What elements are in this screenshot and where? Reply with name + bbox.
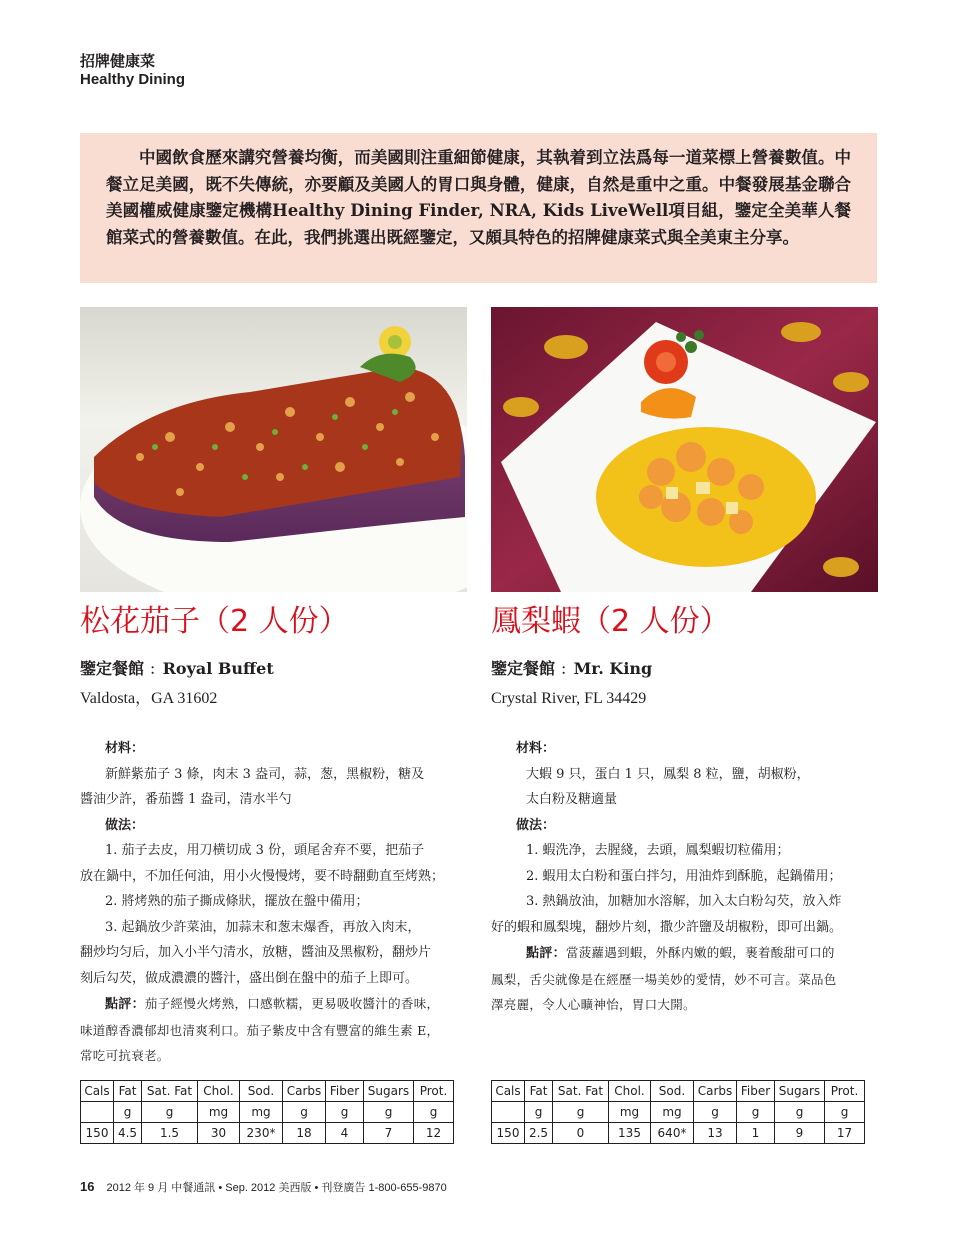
intro-box <box>80 133 877 283</box>
nutrition-header: Chol. <box>198 1081 240 1102</box>
nutrition-value: 4.5 <box>114 1123 142 1144</box>
review-label: 點評： <box>526 946 566 961</box>
nutrition-unit: g <box>525 1102 553 1123</box>
review-label: 點評： <box>105 997 145 1012</box>
nutrition-value: 230* <box>240 1123 283 1144</box>
recipe <box>491 736 878 1018</box>
method-line: 刻后勾芡，做成濃濃的醬汁，盛出倒在盤中的茄子上即可。 <box>80 970 419 986</box>
nutrition-header: Fat <box>525 1081 553 1102</box>
restaurant-label: 鑒定餐館 <box>491 659 561 678</box>
nutrition-header: Prot. <box>825 1081 865 1102</box>
nutrition-value: 1 <box>737 1123 775 1144</box>
nutrition-unit: g <box>142 1102 198 1123</box>
nutrition-header: Carbs <box>694 1081 737 1102</box>
nutrition-value-row <box>81 1123 454 1144</box>
nutrition-unit: g <box>114 1102 142 1123</box>
nutrition-value: 135 <box>609 1123 651 1144</box>
nutrition-header: Chol. <box>609 1081 651 1102</box>
review-line <box>491 940 878 967</box>
nutrition-value: 30 <box>198 1123 240 1144</box>
nutrition-unit: g <box>326 1102 364 1123</box>
method-line: 3. 熱鍋放油，加糖加水溶解，加入太白粉勾芡，放入炸 <box>526 894 842 909</box>
restaurant-line <box>491 658 878 682</box>
method-label: 做法： <box>516 817 556 833</box>
nutrition-value: 13 <box>694 1123 737 1144</box>
method-line: 好的蝦和鳳梨塊，翻炒片刻，撒少許鹽及胡椒粉，即可出鍋。 <box>491 919 843 935</box>
nutrition-value: 150 <box>492 1123 525 1144</box>
nutrition-header-row <box>492 1081 865 1102</box>
restaurant-sep: ： <box>560 663 574 678</box>
ingredients-label: 材料： <box>105 741 145 756</box>
restaurant-label: 鑒定餐館 <box>80 659 150 678</box>
nutrition-header: Fiber <box>326 1081 364 1102</box>
nutrition-unit: mg <box>198 1102 240 1123</box>
restaurant-name: Mr. King <box>573 659 653 678</box>
review-line: 味道醇香濃郁却也清爽利口。茄子紫皮中含有豐富的維生素 E， <box>80 1022 440 1038</box>
dish-left <box>80 600 467 1069</box>
nutrition-header-row <box>81 1081 454 1102</box>
restaurant-name: Royal Buffet <box>162 659 274 678</box>
pineapple-shrimp-photo <box>491 307 878 592</box>
footer-text: 2012 年 9 月 中餐通訊 • Sep. 2012 美西版 • 刊登廣告 1-800-655-9870 <box>106 1182 447 1194</box>
nutrition-unit <box>492 1102 525 1123</box>
intro-text: 中國飲食歷來講究營養均衡，而美國則注重細節健康，其執着到立法爲每一道菜標上營養數值。中餐立足美國，既不失傳統，亦要顧及美國人的胃口與身體，健康，自然是重中之重。中餐發展基金聯合美國權威健康鑒定機構Healthy Dining Finder, NRA, Kids LiveWell項目組，鑒定全美華人餐館菜式的營養數值。在此，我們挑選出既經鑒定，又頗具特色的招牌健康菜式與全美東主分享。 <box>106 148 851 247</box>
nutrition-value: 640* <box>651 1123 694 1144</box>
nutrition-unit: g <box>775 1102 825 1123</box>
nutrition-header: Sat. Fat <box>142 1081 198 1102</box>
nutrition-value: 0 <box>553 1123 609 1144</box>
ingredients-line: 新鮮紫茄子 3 條，肉末 3 盎司，蒜，葱，黑椒粉，糖及 <box>105 766 425 782</box>
restaurant-address: Crystal River, FL 34429 <box>491 690 647 707</box>
nutrition-header: Sod. <box>651 1081 694 1102</box>
nutrition-table-left <box>80 1080 454 1144</box>
nutrition-value: 150 <box>81 1123 114 1144</box>
review-line <box>80 991 467 1018</box>
method-line: 3. 起鍋放少許菜油，加蒜末和葱末爆香，再放入肉末， <box>105 919 421 935</box>
method-label: 做法： <box>105 817 145 833</box>
nutrition-value: 18 <box>283 1123 326 1144</box>
page-number: 16 <box>80 1179 95 1194</box>
section-title-zh: 招牌健康菜 <box>80 52 156 70</box>
ingredients-line: 大蝦 9 只，蛋白 1 只，鳳梨 8 粒，鹽，胡椒粉， <box>526 766 810 782</box>
ingredients-line: 醬油少許，番茄醬 1 盎司，清水半勺 <box>80 792 292 807</box>
nutrition-unit: g <box>283 1102 326 1123</box>
nutrition-value: 2.5 <box>525 1123 553 1144</box>
nutrition-header: Sugars <box>364 1081 414 1102</box>
nutrition-header: Carbs <box>283 1081 326 1102</box>
method-line: 2. 蝦用太白粉和蛋白拌匀，用油炸到酥脆，起鍋備用； <box>526 868 842 884</box>
eggplant-dish-photo <box>80 307 467 592</box>
nutrition-value: 4 <box>326 1123 364 1144</box>
nutrition-header: Fiber <box>737 1081 775 1102</box>
dish-title: 松花茄子（2 人份） <box>80 604 349 639</box>
method-line: 翻炒均匀后，加入小半勺清水，放糖，醬油及黑椒粉，翻炒片 <box>80 945 432 960</box>
method-line: 放在鍋中，不加任何油，用小火慢慢烤，要不時翻動直至烤熟； <box>80 868 445 884</box>
nutrition-value: 9 <box>775 1123 825 1144</box>
section-title-en: Healthy Dining <box>80 71 186 88</box>
review-line: 常吃可抗衰老。 <box>80 1048 170 1063</box>
nutrition-unit: g <box>364 1102 414 1123</box>
nutrition-unit-row <box>492 1102 865 1123</box>
ingredients-label: 材料： <box>516 741 556 756</box>
review-text: 茄子經慢火烤熟，口感軟糯，更易吸收醬汁的香味， <box>144 996 440 1011</box>
nutrition-unit-row <box>81 1102 454 1123</box>
dish-title: 鳳梨蝦（2 人份） <box>491 604 730 639</box>
nutrition-table-right <box>491 1080 865 1144</box>
nutrition-unit <box>81 1102 114 1123</box>
nutrition-unit: g <box>553 1102 609 1123</box>
restaurant-sep: ： <box>149 663 163 678</box>
nutrition-header: Cals <box>81 1081 114 1102</box>
nutrition-unit: mg <box>240 1102 283 1123</box>
nutrition-value: 17 <box>825 1123 865 1144</box>
restaurant-address: Valdosta，GA 31602 <box>80 690 218 707</box>
nutrition-unit: mg <box>609 1102 651 1123</box>
method-line: 1. 茄子去皮，用刀横切成 3 份，頭尾舍弃不要，把茄子 <box>105 843 425 858</box>
method-line: 1. 蝦洗净，去腥綫，去頭，鳳梨蝦切粒備用； <box>526 843 790 858</box>
nutrition-unit: g <box>737 1102 775 1123</box>
nutrition-header: Sat. Fat <box>553 1081 609 1102</box>
nutrition-value-row <box>492 1123 865 1144</box>
recipe <box>80 736 467 1069</box>
nutrition-value: 1.5 <box>142 1123 198 1144</box>
nutrition-header: Sod. <box>240 1081 283 1102</box>
nutrition-value: 12 <box>414 1123 454 1144</box>
method-line: 2. 將烤熟的茄子撕成條狀，擺放在盤中備用； <box>105 894 369 909</box>
nutrition-header: Cals <box>492 1081 525 1102</box>
nutrition-header: Sugars <box>775 1081 825 1102</box>
dish-right <box>491 600 878 1018</box>
nutrition-unit: mg <box>651 1102 694 1123</box>
page-footer <box>80 1179 447 1195</box>
nutrition-header: Prot. <box>414 1081 454 1102</box>
nutrition-unit: g <box>825 1102 865 1123</box>
review-text: 當菠蘿遇到蝦，外酥内嫩的蝦，裹着酸甜可口的 <box>565 945 835 960</box>
review-line: 鳳梨，舌尖就像是在經歷一場美妙的愛情，妙不可言。菜品色 <box>491 971 837 987</box>
nutrition-unit: g <box>414 1102 454 1123</box>
ingredients-line: 太白粉及糖適量 <box>526 792 618 807</box>
restaurant-line <box>80 658 467 682</box>
nutrition-value: 7 <box>364 1123 414 1144</box>
nutrition-unit: g <box>694 1102 737 1123</box>
nutrition-header: Fat <box>114 1081 142 1102</box>
review-line: 澤亮麗，令人心曠神怡，胃口大開。 <box>491 997 696 1012</box>
